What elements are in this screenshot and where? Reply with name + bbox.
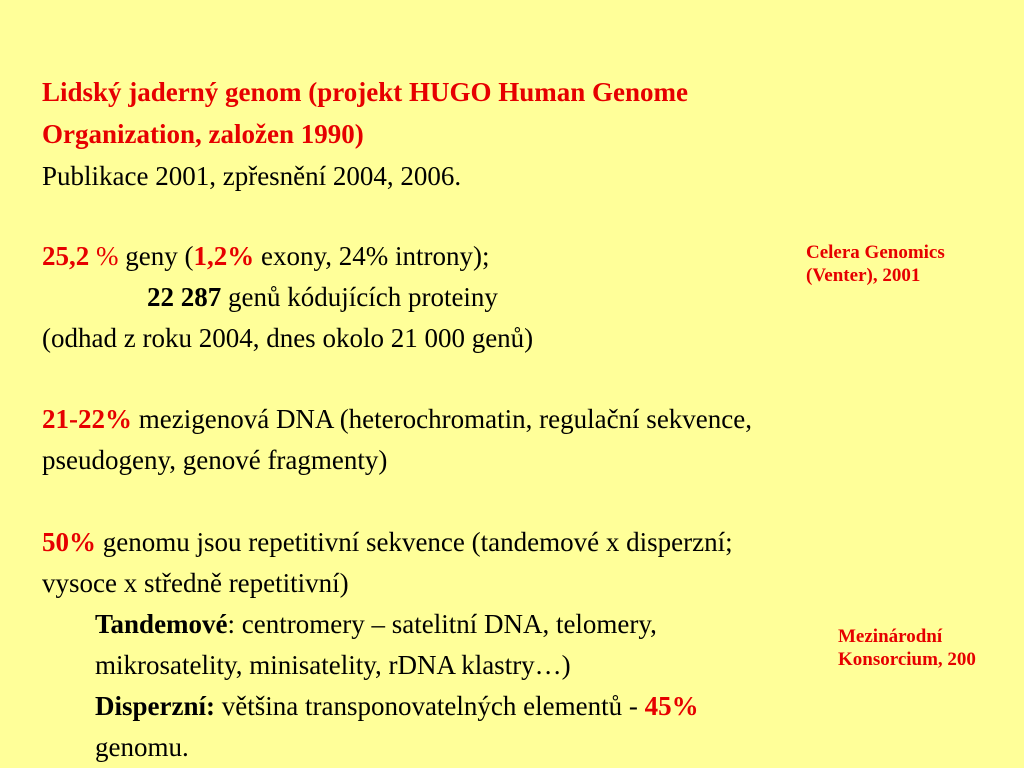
consortium-note-line-2: Konsorcium, 200 (838, 648, 976, 670)
tandem-label: Tandemové (95, 609, 228, 639)
coding-count: 22 287 (147, 282, 222, 312)
estimate-text: (odhad z roku 2004, dnes okolo 21 000 genů) (42, 323, 534, 353)
dispersed-label: Disperzní: (95, 691, 215, 721)
genes-pct: 25,2 (42, 241, 90, 271)
dispersed-line-2 (95, 734, 189, 761)
tandem-line-1 (95, 611, 657, 638)
repetitive-text-1: genomu jsou repetitivní sekvence (tandemové x disperzní; (96, 527, 733, 557)
coding-genes-line (147, 284, 498, 311)
intergenic-text-1: mezigenová DNA (heterochromatin, regulační sekvence, (132, 404, 752, 434)
intergenic-line-2 (42, 447, 387, 474)
genes-line (42, 243, 489, 270)
heading-text-1: Lidský jaderný genom (projekt HUGO Human Genome (42, 77, 689, 107)
heading-text-2: Organization, založen 1990) (42, 119, 364, 149)
heading-line-2 (42, 121, 364, 148)
celera-note-line-2: (Venter), 2001 (806, 264, 921, 286)
repetitive-line-2 (42, 570, 349, 597)
dispersed-text-2: genomu. (95, 732, 189, 762)
consortium-note (838, 626, 976, 672)
heading-line-1 (42, 79, 688, 106)
estimate-line (42, 325, 533, 352)
intergenic-pct: 21-22% (42, 404, 132, 434)
genes-text-1: geny ( (118, 241, 194, 271)
genes-text-2: exony, 24% introny); (254, 241, 490, 271)
tandem-text-1: : centromery – satelitní DNA, telomery, (227, 609, 657, 639)
repetitive-line-1 (42, 529, 733, 556)
publication-text: Publikace 2001, zpřesnění 2004, 2006. (42, 161, 462, 191)
intergenic-text-2: pseudogeny, genové fragmenty) (42, 445, 388, 475)
intergenic-line-1 (42, 406, 752, 433)
celera-note-line-1: Celera Genomics (806, 242, 945, 263)
tandem-line-2 (95, 652, 571, 679)
dispersed-text: většina transponovatelných elementů - (214, 691, 645, 721)
repetitive-text-2: vysoce x středně repetitivní) (42, 568, 349, 598)
genes-pct-sign: % (89, 241, 119, 271)
celera-note (806, 242, 945, 288)
dispersed-pct: 45% (644, 691, 699, 721)
repetitive-pct: 50% (42, 527, 96, 557)
tandem-text-2: mikrosatelity, minisatelity, rDNA klastry…) (95, 650, 571, 680)
dispersed-line-1 (95, 693, 699, 720)
exon-pct: 1,2% (193, 241, 255, 271)
publication-line (42, 163, 461, 190)
coding-text: genů kódujících proteiny (221, 282, 498, 312)
consortium-note-line-1: Mezinárodní (838, 626, 943, 647)
